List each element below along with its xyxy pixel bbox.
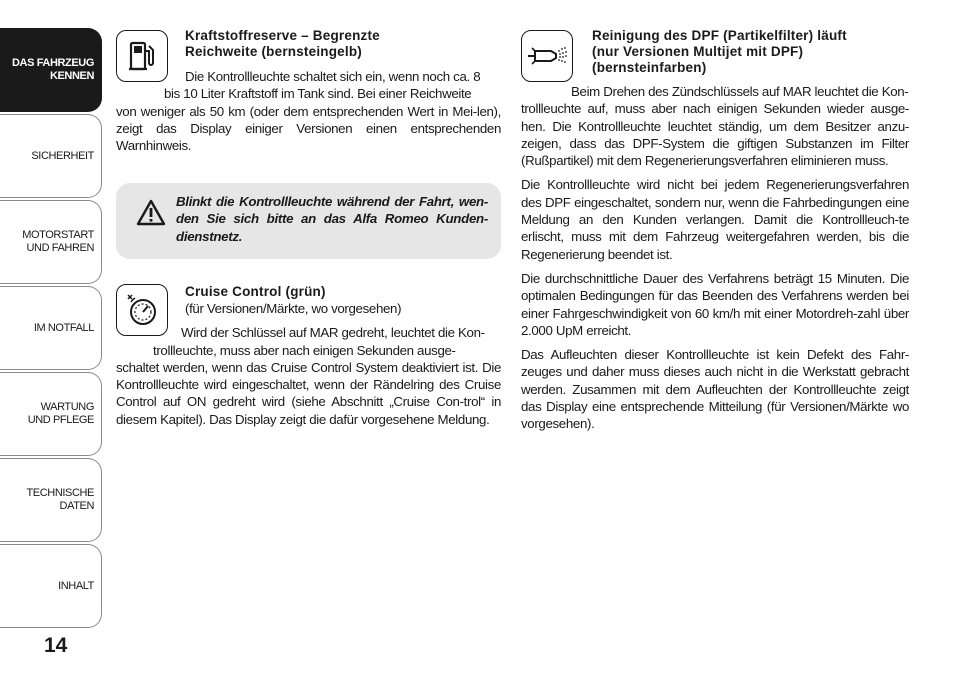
fuel-reserve-title-line-2: Reichweite (bernsteingelb)	[185, 44, 362, 59]
dpf-paragraph-2: Die Kontrollleuchte wird nicht bei jedem Regenerierungsverfahren des DPF eingeschaltet, sondern nur, wenn die Fahrbedingungen eine Meldung an den Kunden verlangen. Damit die Kontrollleuch-te erlischt, muss mit dem Fahrzeug weitergefahren werden, bis die Regenerierung beendet ist.	[521, 177, 909, 262]
dpf-title-line-1: Reinigung des DPF (Partikelfilter) läuft	[592, 28, 847, 43]
cruise-control-title: Cruise Control (grün)	[185, 284, 326, 299]
tab-label: IM NOTFALL	[33, 321, 94, 334]
dpf-title-line-3: (bernsteinfarben)	[592, 60, 707, 75]
warning-text: Blinkt die Kontrollleuchte während der Fahrt, wen-den Sie sich bitte an das Alfa Romeo Kunden-dienstnetz.	[176, 194, 488, 244]
tab-label: MOTORSTART UND FAHREN	[22, 229, 94, 254]
fuel-reserve-section	[116, 28, 501, 154]
dpf-text-line-1: Beim Drehen des Zündschlüssels auf MAR leuchtet die Kon-	[571, 84, 909, 99]
tab-label: WARTUNG UND PFLEGE	[27, 401, 94, 426]
fuel-reserve-text-rest: von weniger als 50 km (oder dem entsprechenden Wert in Mei-len), zeigt das Display einiger Versionen einen entsprechenden Warnhinweis.	[116, 103, 501, 154]
dpf-paragraph-4: Das Aufleuchten dieser Kontrollleuchte ist kein Defekt des Fahr-zeuges und daher muss dieses auch nicht in die Werkstatt gebracht werden. Zusammen mit dem Aufleuchten der Kontrollleuchte zeigt das Display eine entsprechende Mitteilung (für Versionen/Märkte wo vorgesehen).	[521, 347, 909, 432]
cruise-control-text-line-2: trollleuchte, muss aber nach einigen Sekunden ausge-	[153, 342, 456, 358]
tab-motorstart-und-fahren[interactable]	[0, 200, 102, 284]
dpf-paragraph-1: trollleuchte auf, muss aber nach einigen Sekunden wieder ausge-hen. Die Kontrollleuchte leuchtet ständig, um dem Besitzer anzu-zeigen, dass das DPF-System die giftigen Substanzen im Filter (Rußpartikel) mit dem Regenerierungsverfahren eliminieren muss.	[521, 101, 909, 169]
tab-label: TECHNISCHE DATEN	[26, 487, 94, 512]
page-number: 14	[44, 634, 68, 657]
tab-technische-daten[interactable]	[0, 458, 102, 542]
fuel-reserve-text-line-2: bis 10 Liter Kraftstoff im Tank sind. Bei einer Reichweite	[164, 86, 472, 102]
fuel-reserve-text-line-1: Die Kontrollleuchte schaltet sich ein, wenn noch ca. 8	[185, 69, 481, 84]
dpf-section	[521, 28, 909, 433]
cruise-control-section	[116, 284, 501, 428]
tab-label: DAS FAHRZEUG KENNEN	[12, 57, 94, 82]
cruise-control-text-rest: schaltet werden, wenn das Cruise Control System deaktiviert ist. Die Kontrollleuchte wird eingeschaltet, wenn der Rändelring des Cruise Control auf ON gedreht wird (siehe Abschnitt „Cruise Con-trol“ in diesem Kapitel). Das Display zeigt die dafür vorgesehene Meldung.	[116, 359, 501, 427]
dpf-paragraph-3: Die durchschnittliche Dauer des Verfahrens beträgt 15 Minuten. Die optimalen Bedingungen für das Beenden des Verfahrens werden bei einer Fahrgeschwindigkeit von 60 km/h mit einer Motordreh-zahl über 2.000 UpM erreicht.	[521, 270, 909, 338]
tab-label: INHALT	[58, 579, 94, 592]
tab-label: SICHERHEIT	[31, 149, 94, 162]
tab-wartung-und-pflege[interactable]	[0, 372, 102, 456]
tab-im-notfall[interactable]	[0, 286, 102, 370]
tab-sicherheit[interactable]	[0, 114, 102, 198]
warning-box	[116, 183, 501, 259]
fuel-reserve-title-line-1: Kraftstoffreserve – Begrenzte	[185, 28, 380, 43]
dpf-title-line-2: (nur Versionen Multijet mit DPF)	[592, 44, 804, 59]
cruise-control-subtitle: (für Versionen/Märkte, wo vorgesehen)	[185, 301, 402, 316]
cruise-control-text-line-1: Wird der Schlüssel auf MAR gedreht, leuchtet die Kon-	[181, 325, 485, 341]
tab-das-fahrzeug-kennen[interactable]	[0, 28, 102, 112]
warning-triangle-icon	[136, 199, 166, 231]
tab-inhalt[interactable]	[0, 544, 102, 628]
